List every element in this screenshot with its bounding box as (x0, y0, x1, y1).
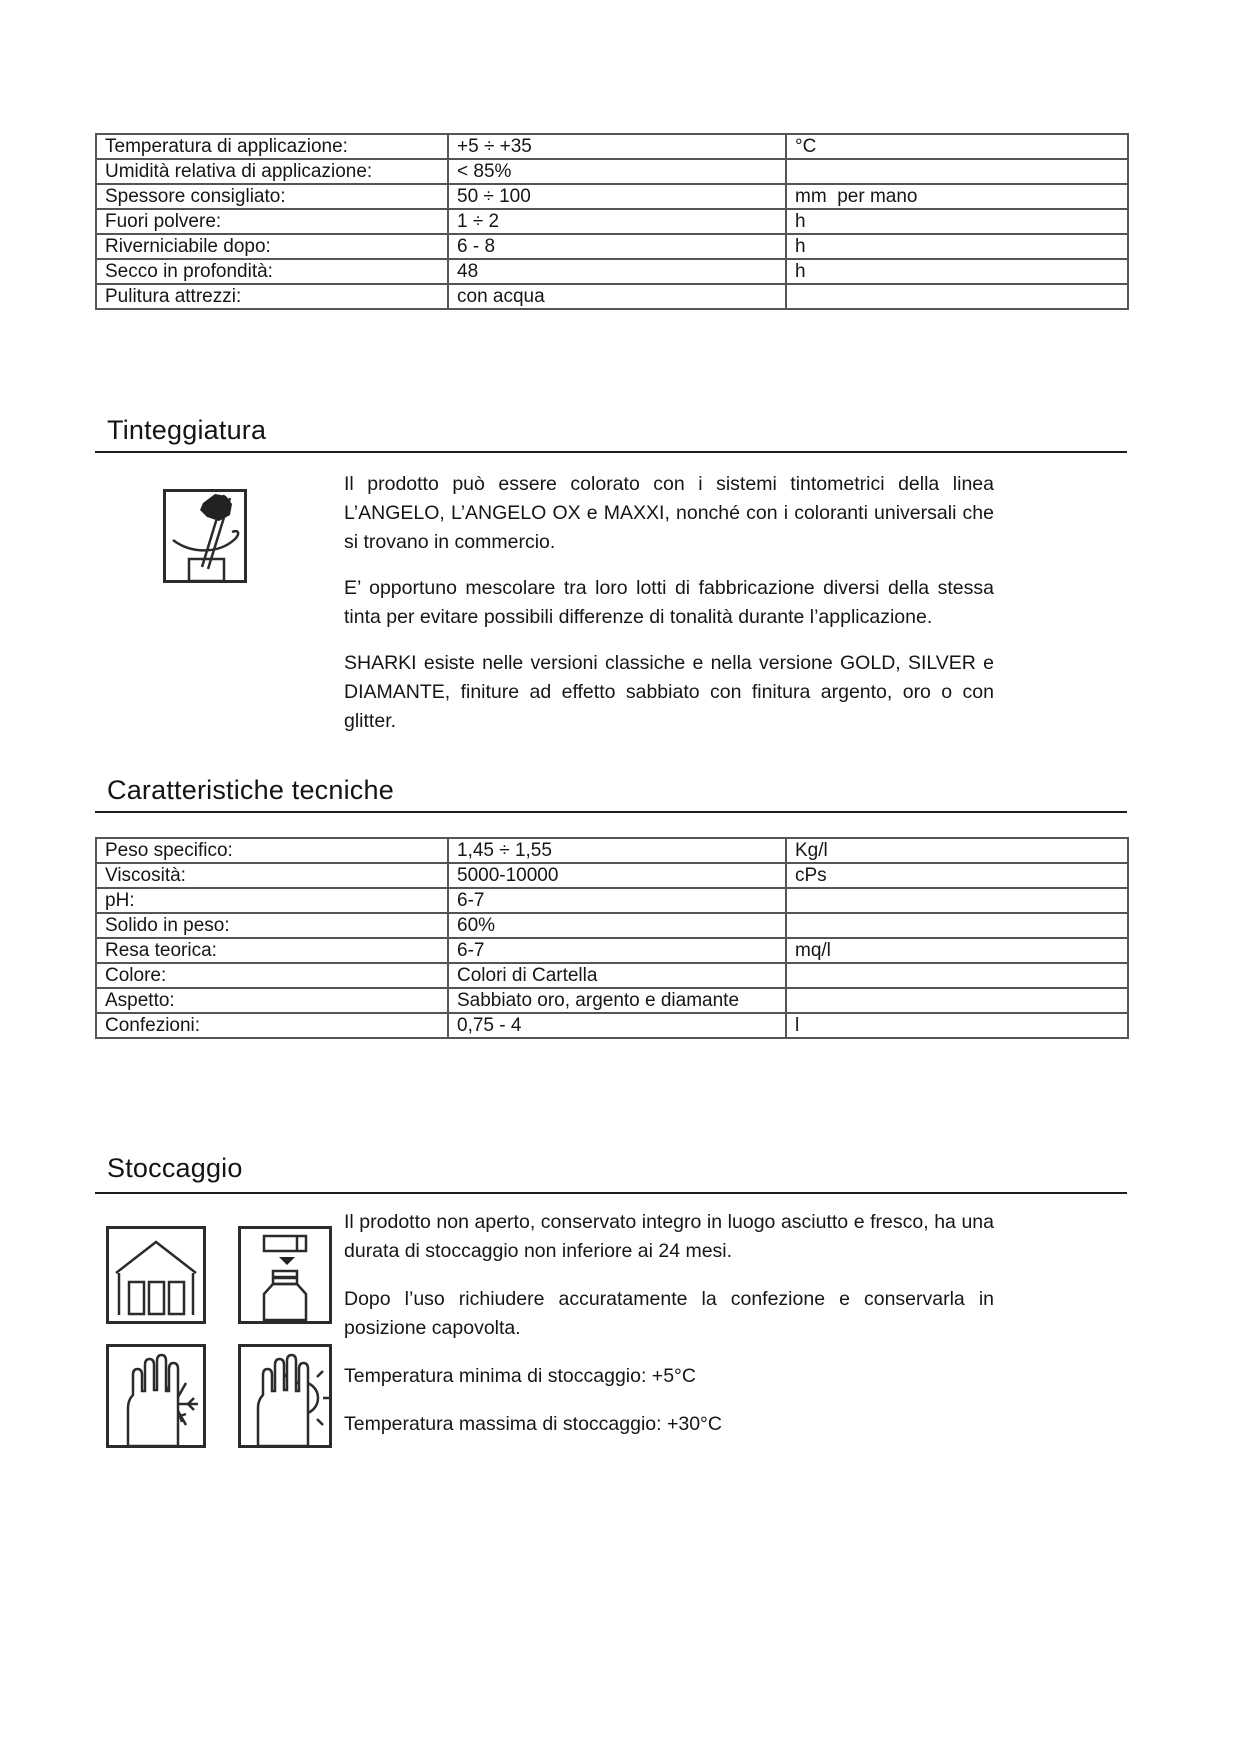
table-cell-label: Umidità relativa di applicazione: (96, 159, 448, 184)
table-cell-unit: Kg/l (786, 838, 1128, 863)
table-cell-value: 6 - 8 (448, 234, 786, 259)
table-cell-label: Temperatura di applicazione: (96, 134, 448, 159)
table-cell-value: < 85% (448, 159, 786, 184)
table-cell-unit: h (786, 234, 1128, 259)
table-cell-label: Colore: (96, 963, 448, 988)
section-heading-tinteggiatura: Tinteggiatura (107, 415, 267, 445)
table-cell-unit (786, 913, 1128, 938)
table-cell-unit (786, 284, 1128, 309)
paragraph: SHARKI esiste nelle versioni classiche e nella versione GOLD, SILVER e DIAMANTE, finiture ad effetto sabbiato con finitura argento, oro o con glitter. (344, 652, 994, 732)
table-cell-label: Secco in profondità: (96, 259, 448, 284)
table-cell-value: con acqua (448, 284, 786, 309)
table-cell-value: 6-7 (448, 938, 786, 963)
table-cell-unit (786, 988, 1128, 1013)
table-cell-label: Peso specifico: (96, 838, 448, 863)
table-row (96, 838, 1128, 863)
table-row (96, 963, 1128, 988)
table-cell-unit (786, 888, 1128, 913)
table-row (96, 988, 1128, 1013)
section-heading-stoccaggio: Stoccaggio (107, 1153, 243, 1183)
table-cell-label: Fuori polvere: (96, 209, 448, 234)
table-cell-unit: h (786, 209, 1128, 234)
table-row (96, 888, 1128, 913)
closed-bottle-upside-down-icon (238, 1226, 332, 1324)
table-cell-unit: °C (786, 134, 1128, 159)
application-conditions-table (95, 133, 1129, 310)
table-row (96, 209, 1128, 234)
table-row (96, 134, 1128, 159)
paragraph: Il prodotto non aperto, conservato integro in luogo asciutto e fresco, ha una durata di stoccaggio non inferiore ai 24 mesi. (344, 1211, 994, 1262)
table-cell-label: Solido in peso: (96, 913, 448, 938)
table-cell-unit (786, 963, 1128, 988)
paragraph: Dopo l’uso richiudere accuratamente la confezione e conservarla in posizione capovolta. (344, 1288, 994, 1339)
table-cell-value: 1,45 ÷ 1,55 (448, 838, 786, 863)
table-cell-label: Aspetto: (96, 988, 448, 1013)
paragraph: Temperatura minima di stoccaggio: +5°C (344, 1365, 696, 1387)
table-cell-value: 1 ÷ 2 (448, 209, 786, 234)
table-cell-label: pH: (96, 888, 448, 913)
table-cell-label: Pulitura attrezzi: (96, 284, 448, 309)
table-cell-label: Confezioni: (96, 1013, 448, 1038)
table-cell-label: Viscosità: (96, 863, 448, 888)
table-cell-label: Resa teorica: (96, 938, 448, 963)
table-row (96, 234, 1128, 259)
protect-from-heat-icon (238, 1344, 332, 1448)
section-heading-caratteristiche: Caratteristiche tecniche (107, 775, 394, 805)
table-cell-unit: l (786, 1013, 1128, 1038)
table-row (96, 863, 1128, 888)
section-rule (95, 451, 1127, 453)
tinteggiatura-text (344, 470, 994, 753)
table-cell-value: 6-7 (448, 888, 786, 913)
table-row (96, 913, 1128, 938)
table-cell-value: 60% (448, 913, 786, 938)
protect-from-frost-icon (106, 1344, 206, 1448)
table-cell-value: 5000-10000 (448, 863, 786, 888)
table-row (96, 259, 1128, 284)
table-row (96, 1013, 1128, 1038)
table-cell-unit (786, 159, 1128, 184)
paragraph: Temperatura massima di stoccaggio: +30°C (344, 1413, 722, 1435)
table-cell-unit: mm per mano (786, 184, 1128, 209)
mixing-hand-icon (163, 489, 247, 583)
table-row (96, 159, 1128, 184)
table-cell-label: Riverniciabile dopo: (96, 234, 448, 259)
table-cell-value: 48 (448, 259, 786, 284)
paragraph: Il prodotto può essere colorato con i sistemi tintometrici della linea L’ANGELO, L’ANGELO OX e MAXXI, nonché con i coloranti universali che si trovano in commercio. (344, 473, 994, 553)
table-cell-unit: mq/l (786, 938, 1128, 963)
table-cell-unit: h (786, 259, 1128, 284)
table-cell-unit: cPs (786, 863, 1128, 888)
table-row (96, 184, 1128, 209)
warehouse-icon (106, 1226, 206, 1324)
table-row (96, 938, 1128, 963)
stoccaggio-text (344, 1208, 994, 1458)
section-rule (95, 811, 1127, 813)
table-cell-value: Colori di Cartella (448, 963, 786, 988)
table-cell-value: Sabbiato oro, argento e diamante (448, 988, 786, 1013)
table-cell-value: 0,75 - 4 (448, 1013, 786, 1038)
section-rule (95, 1192, 1127, 1194)
table-row (96, 284, 1128, 309)
table-cell-value: +5 ÷ +35 (448, 134, 786, 159)
technical-characteristics-table (95, 837, 1129, 1039)
table-cell-value: 50 ÷ 100 (448, 184, 786, 209)
table-cell-label: Spessore consigliato: (96, 184, 448, 209)
paragraph: E’ opportuno mescolare tra loro lotti di fabbricazione diversi della stessa tinta per evitare possibili differenze di tonalità durante l’applicazione. (344, 577, 994, 628)
